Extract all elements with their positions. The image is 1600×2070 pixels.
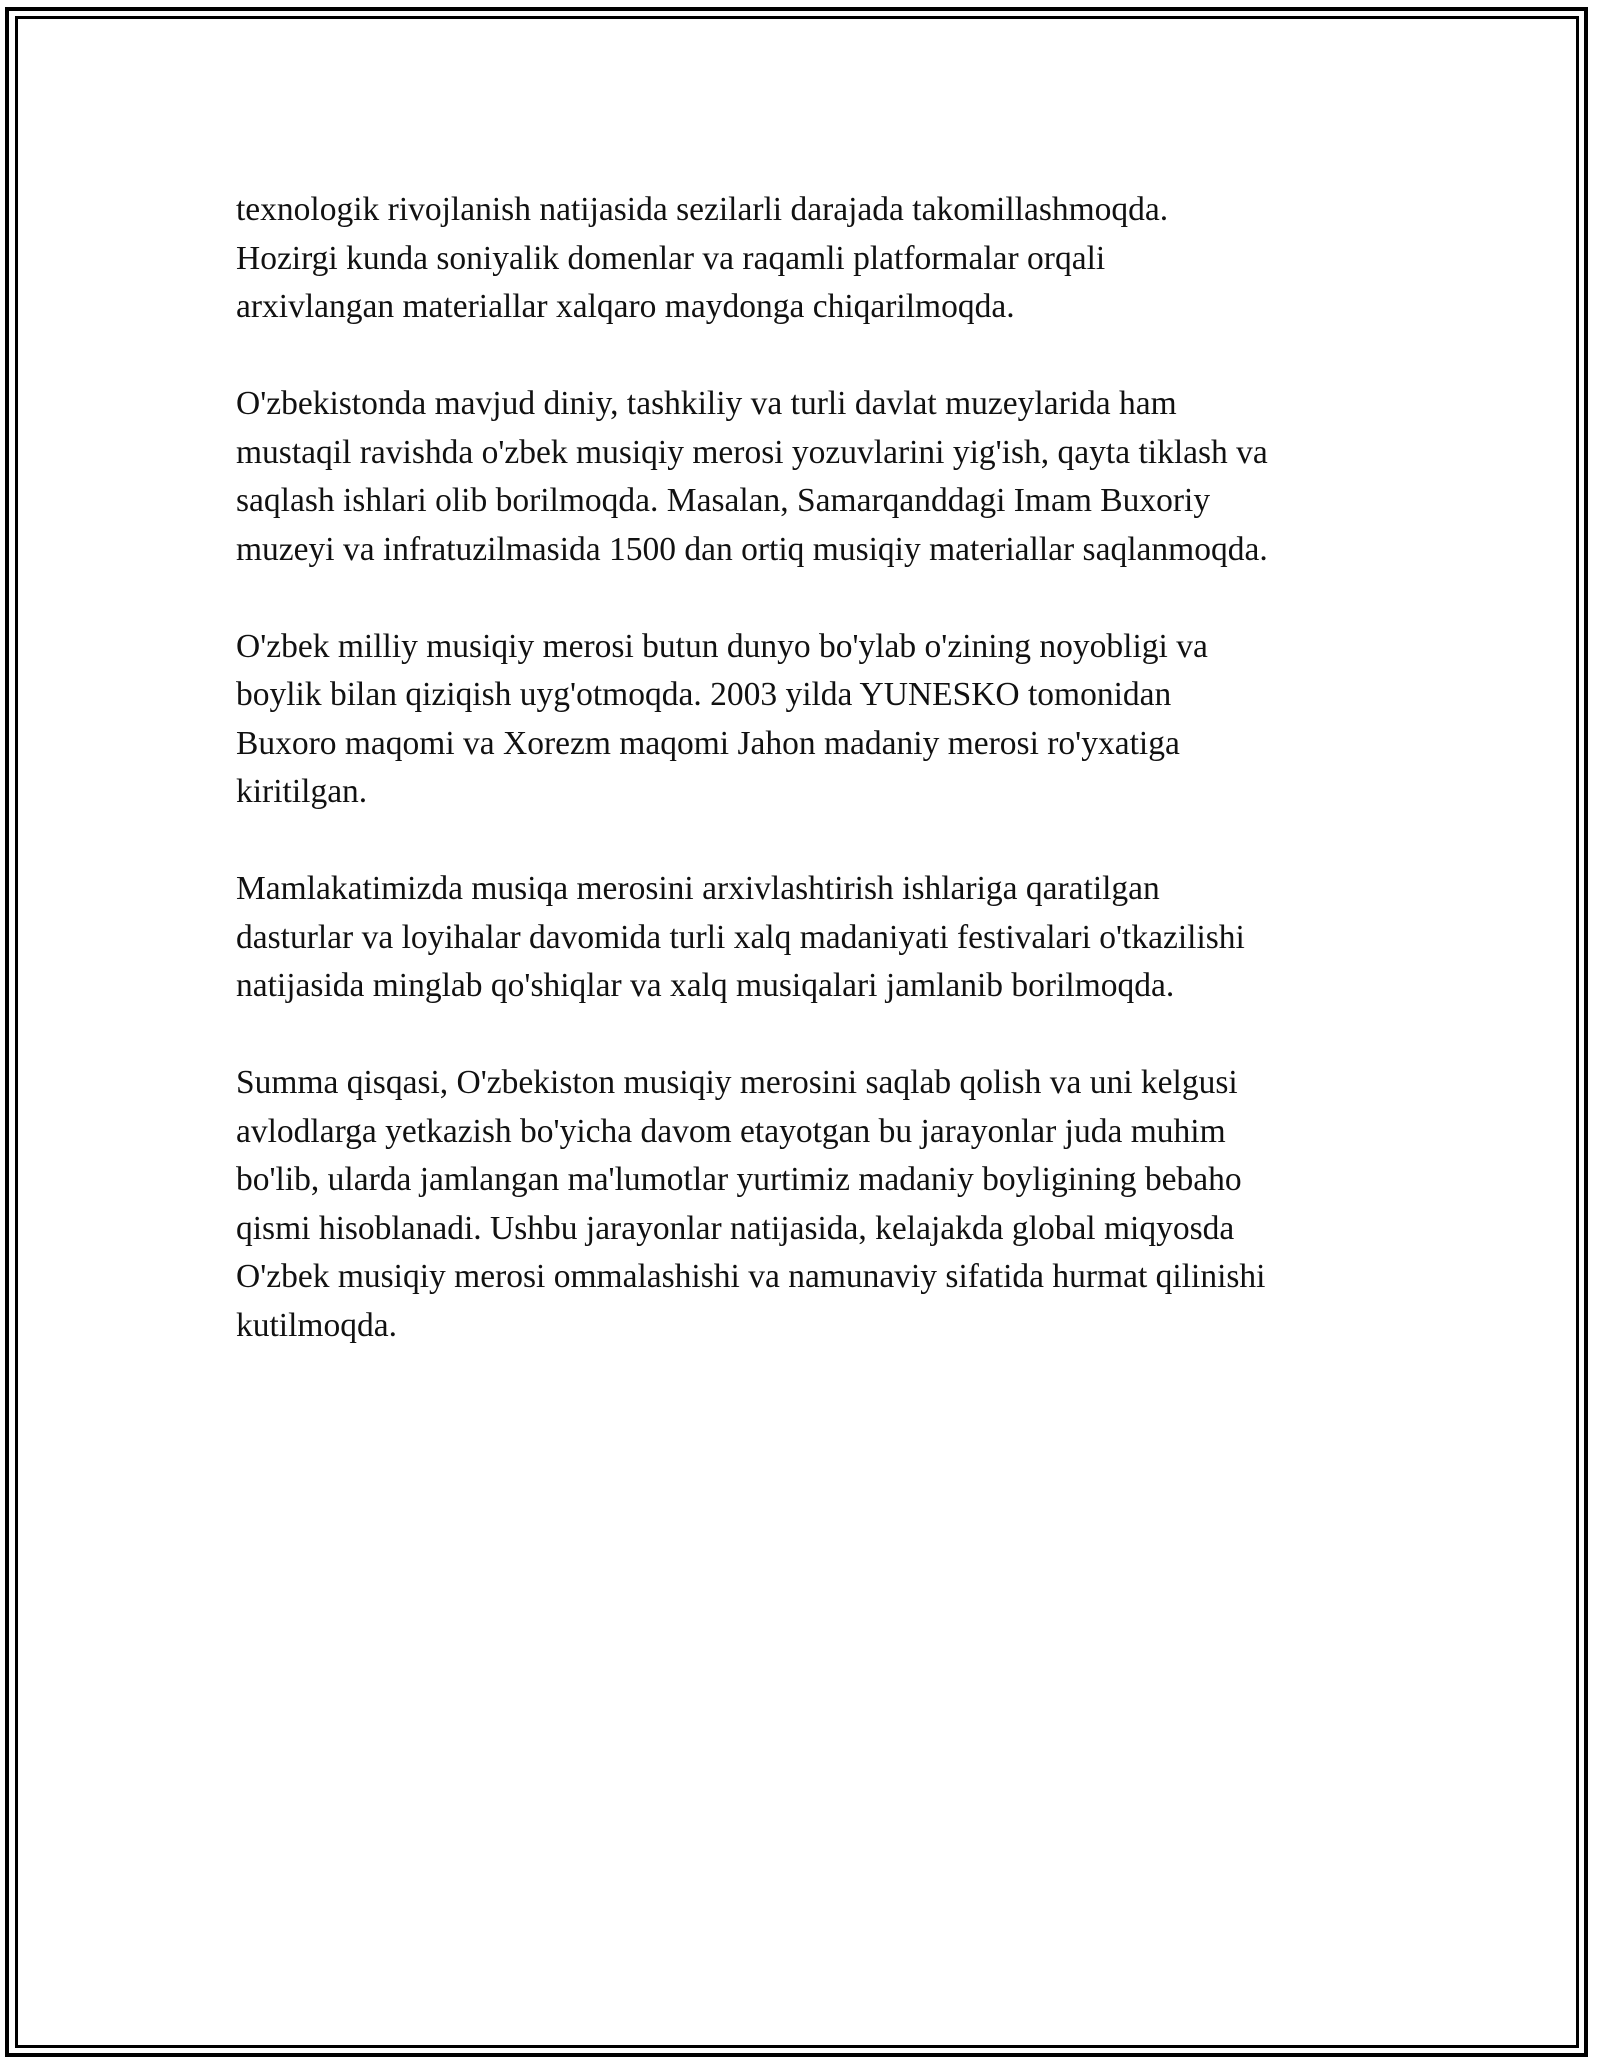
text-line: muzeyi va infratuzilmasida 1500 dan ortiq musiqiy materiallar saqlanmoqda. bbox=[236, 530, 1268, 568]
text-line: bo'lib, ularda jamlangan ma'lumotlar yurtimiz madaniy boyligining bebaho bbox=[236, 1161, 1242, 1198]
text-line: avlodlarga yetkazish bo'yicha davom etayotgan bu jarayonlar juda muhim bbox=[236, 1112, 1226, 1150]
document-body bbox=[236, 186, 1386, 1399]
text-line: mustaqil ravishda o'zbek musiqiy merosi yozuvlarini yig'ish, qayta tiklash va bbox=[236, 433, 1268, 471]
text-line: boylik bilan qiziqish uyg'otmoqda. 2003 yilda YUNESKO tomonidan bbox=[236, 676, 1172, 713]
text-line: Hozirgi kunda soniyalik domenlar va raqamli platformalar orqali bbox=[236, 239, 1106, 277]
text-line: O'zbek musiqiy merosi ommalashishi va namunaviy sifatida hurmat qilinishi bbox=[236, 1258, 1266, 1295]
text-line: texnologik rivojlanish natijasida sezilarli darajada takomillashmoqda. bbox=[236, 191, 1169, 228]
text-line: qismi hisoblanadi. Ushbu jarayonlar natijasida, kelajakda global miqyosda bbox=[236, 1209, 1235, 1247]
text-line: kiritilgan. bbox=[236, 773, 368, 810]
text-line: O'zbek milliy musiqiy merosi butun dunyo bo'ylab o'zining noyobligi va bbox=[236, 627, 1208, 665]
paragraph-3 bbox=[236, 623, 1386, 817]
text-line: kutilmoqda. bbox=[236, 1306, 397, 1344]
paragraph-1 bbox=[236, 186, 1386, 332]
text-line: dasturlar va loyihalar davomida turli xalq madaniyati festivalari o'tkazilishi bbox=[236, 918, 1245, 956]
paragraph-4 bbox=[236, 865, 1386, 1011]
text-line: Buxoro maqomi va Xorezm maqomi Jahon madaniy merosi ro'yxatiga bbox=[236, 724, 1180, 762]
text-line: O'zbekistonda mavjud diniy, tashkiliy va turli davlat muzeylarida ham bbox=[236, 385, 1177, 422]
text-line: Mamlakatimizda musiqa merosini arxivlashtirish ishlariga qaratilgan bbox=[236, 870, 1160, 907]
text-line: Summa qisqasi, O'zbekiston musiqiy merosini saqlab qolish va uni kelgusi bbox=[236, 1064, 1238, 1101]
paragraph-2 bbox=[236, 380, 1386, 574]
text-line: natijasida minglab qo'shiqlar va xalq musiqalari jamlanib borilmoqda. bbox=[236, 967, 1175, 1004]
text-line: arxivlangan materiallar xalqaro maydonga chiqarilmoqda. bbox=[236, 288, 1015, 325]
text-line: saqlash ishlari olib borilmoqda. Masalan, Samarqanddagi Imam Buxoriy bbox=[236, 482, 1211, 519]
paragraph-5 bbox=[236, 1059, 1386, 1350]
